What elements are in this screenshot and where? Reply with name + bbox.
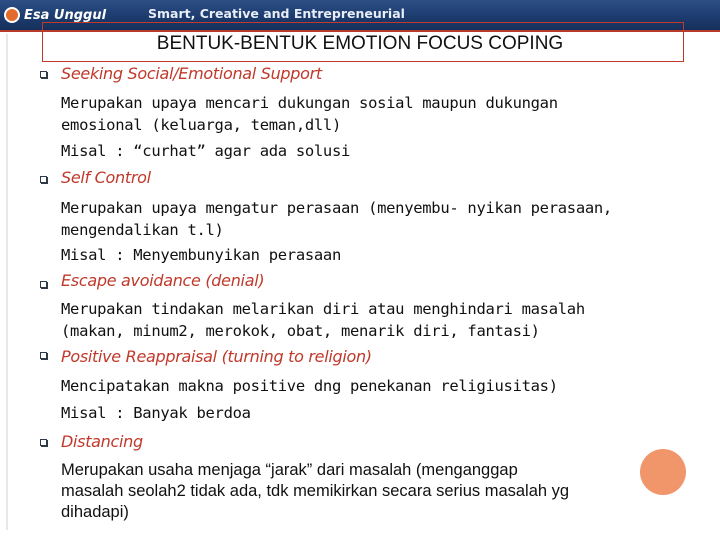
bullet-square-icon	[40, 281, 47, 288]
item-text: mengendalikan t.l)	[61, 221, 224, 239]
item-heading: Self Control	[61, 168, 151, 187]
item-text: Misal : “curhat” agar ada solusi	[61, 142, 351, 160]
item-text: (makan, minum2, merokok, obat, menarik diri, fantasi)	[61, 322, 540, 340]
header-tagline: Smart, Creative and Entrepreneurial	[148, 6, 405, 21]
logo-icon	[4, 7, 20, 23]
item-text: Mencipatakan makna positive dng penekanan religiusitas)	[61, 377, 558, 395]
item-heading: Positive Reappraisal (turning to religion)	[61, 347, 372, 366]
item-text: Misal : Menyembunyikan perasaan	[61, 246, 341, 264]
item-text: Merupakan upaya mencari dukungan sosial maupun dukungan	[61, 94, 558, 112]
bullet-square-icon	[40, 71, 47, 78]
logo-text: Esa Unggul	[24, 7, 107, 23]
item-text: Merupakan tindakan melarikan diri atau menghindari masalah	[61, 300, 585, 318]
item-heading: Escape avoidance (denial)	[61, 271, 265, 290]
bullet-square-icon	[40, 176, 47, 183]
item-text: dihadapi)	[61, 503, 129, 521]
item-text: Misal : Banyak berdoa	[61, 404, 251, 422]
slide-title: BENTUK-BENTUK EMOTION FOCUS COPING	[156, 33, 564, 54]
item-text: masalah seolah2 tidak ada, tdk memikirkan secara serius masalah yg	[61, 482, 570, 500]
item-text: Merupakan upaya mengatur perasaan (menyembu- nyikan perasaan,	[61, 199, 612, 217]
item-text: emosional (keluarga, teman,dll)	[61, 116, 341, 134]
item-heading: Distancing	[61, 432, 143, 451]
bullet-square-icon	[40, 352, 47, 359]
item-text: Merupakan usaha menjaga “jarak” dari masalah (menganggap	[61, 461, 518, 479]
item-heading: Seeking Social/Emotional Support	[61, 64, 322, 83]
bullet-square-icon	[40, 439, 47, 446]
decorative-circle	[640, 449, 686, 495]
left-divider	[6, 34, 8, 530]
